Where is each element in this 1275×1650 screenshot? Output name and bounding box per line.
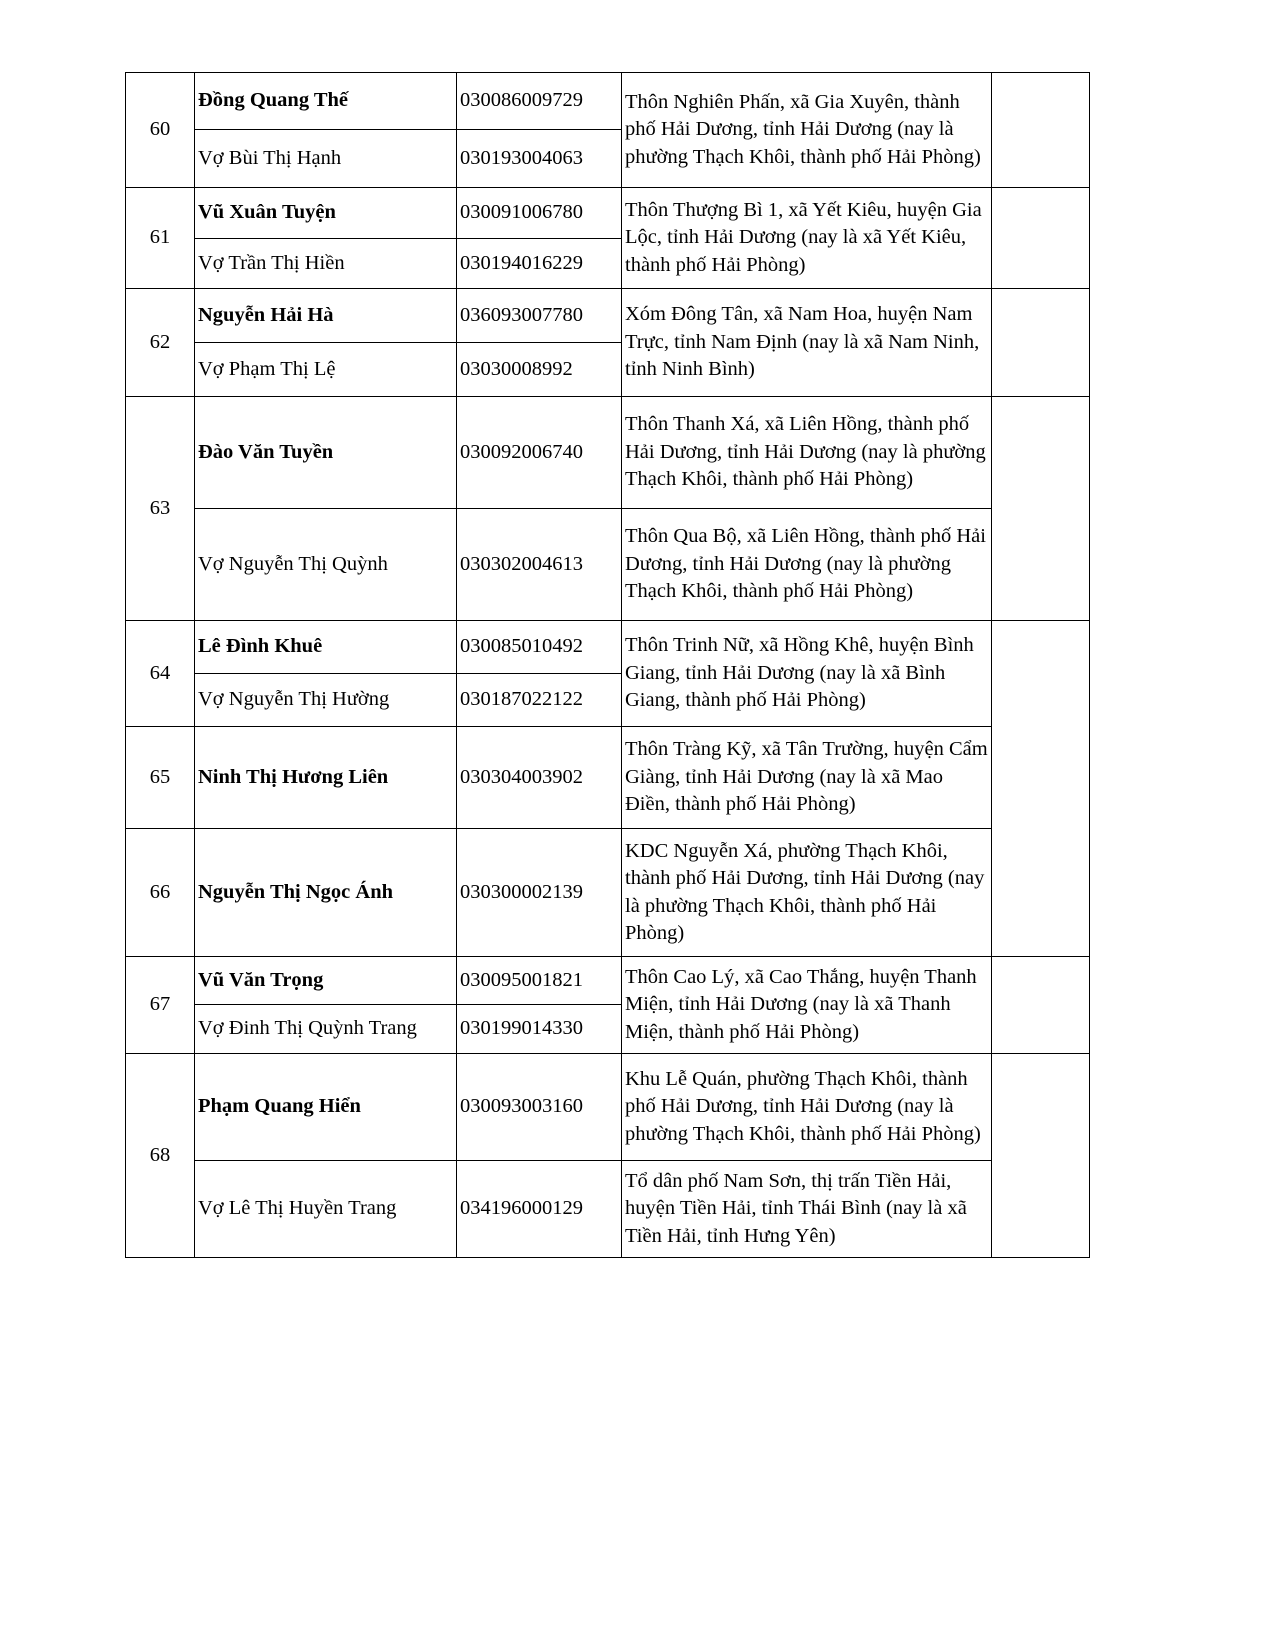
row-number-cell: 66 — [126, 829, 195, 957]
id-number-cell: 034196000129 — [457, 1161, 622, 1258]
person-name-cell: Vợ Phạm Thị Lệ — [195, 343, 457, 397]
table-row — [126, 397, 1090, 509]
note-cell — [992, 957, 1090, 1054]
note-cell — [992, 621, 1090, 957]
id-number-cell: 03030008992 — [457, 343, 622, 397]
person-name-cell: Vợ Lê Thị Huyền Trang — [195, 1161, 457, 1258]
id-number-cell: 030095001821 — [457, 957, 622, 1005]
note-cell — [992, 73, 1090, 188]
address-cell: Thôn Cao Lý, xã Cao Thắng, huyện Thanh Miện, tỉnh Hải Dương (nay là xã Thanh Miện, thành phố Hải Phòng) — [622, 957, 992, 1054]
person-name-cell: Vợ Trần Thị Hiền — [195, 239, 457, 289]
person-name-cell: Lê Đình Khuê — [195, 621, 457, 674]
id-number-cell: 030085010492 — [457, 621, 622, 674]
address-cell: Khu Lễ Quán, phường Thạch Khôi, thành phố Hải Dương, tỉnh Hải Dương (nay là phường Thạch Khôi, thành phố Hải Phòng) — [622, 1054, 992, 1161]
id-number-cell: 030302004613 — [457, 509, 622, 621]
address-cell: Thôn Thanh Xá, xã Liên Hồng, thành phố Hải Dương, tỉnh Hải Dương (nay là phường Thạch Khôi, thành phố Hải Phòng) — [622, 397, 992, 509]
person-name-cell: Nguyễn Thị Ngọc Ánh — [195, 829, 457, 957]
table-row — [126, 727, 1090, 829]
id-number-cell: 030300002139 — [457, 829, 622, 957]
row-number-cell: 65 — [126, 727, 195, 829]
person-name-cell: Ninh Thị Hương Liên — [195, 727, 457, 829]
person-name-cell: Nguyễn Hải Hà — [195, 289, 457, 343]
address-cell: Tổ dân phố Nam Sơn, thị trấn Tiền Hải, huyện Tiền Hải, tỉnh Thái Bình (nay là xã Tiền Hải, tỉnh Hưng Yên) — [622, 1161, 992, 1258]
person-name-cell: Vợ Nguyễn Thị Hường — [195, 674, 457, 727]
row-number-cell: 64 — [126, 621, 195, 727]
address-cell: Thôn Thượng Bì 1, xã Yết Kiêu, huyện Gia Lộc, tỉnh Hải Dương (nay là xã Yết Kiêu, thành phố Hải Phòng) — [622, 188, 992, 289]
row-number-cell: 62 — [126, 289, 195, 397]
table-row — [126, 188, 1090, 239]
table-row — [126, 829, 1090, 957]
person-name-cell: Vợ Nguyễn Thị Quỳnh — [195, 509, 457, 621]
table-row — [126, 509, 1090, 621]
id-number-cell: 030193004063 — [457, 130, 622, 188]
row-number-cell: 68 — [126, 1054, 195, 1258]
id-number-cell: 030304003902 — [457, 727, 622, 829]
id-number-cell: 030199014330 — [457, 1005, 622, 1054]
note-cell — [992, 397, 1090, 621]
person-name-cell: Vũ Văn Trọng — [195, 957, 457, 1005]
id-number-cell: 030086009729 — [457, 73, 622, 130]
person-name-cell: Đồng Quang Thế — [195, 73, 457, 130]
table-row — [126, 73, 1090, 130]
person-name-cell: Vợ Đinh Thị Quỳnh Trang — [195, 1005, 457, 1054]
address-cell: KDC Nguyễn Xá, phường Thạch Khôi, thành phố Hải Dương, tỉnh Hải Dương (nay là phường Thạch Khôi, thành phố Hải Phòng) — [622, 829, 992, 957]
person-name-cell: Đào Văn Tuyền — [195, 397, 457, 509]
address-cell: Thôn Nghiên Phấn, xã Gia Xuyên, thành phố Hải Dương, tỉnh Hải Dương (nay là phường Thạch Khôi, thành phố Hải Phòng) — [622, 73, 992, 188]
table-row — [126, 1054, 1090, 1161]
note-cell — [992, 1054, 1090, 1258]
household-registry-table — [125, 72, 1090, 1258]
row-number-cell: 61 — [126, 188, 195, 289]
id-number-cell: 030092006740 — [457, 397, 622, 509]
row-number-cell: 67 — [126, 957, 195, 1054]
table-row — [126, 289, 1090, 343]
table-row — [126, 621, 1090, 674]
address-cell: Thôn Tràng Kỹ, xã Tân Trường, huyện Cẩm Giàng, tỉnh Hải Dương (nay là xã Mao Điền, thành phố Hải Phòng) — [622, 727, 992, 829]
person-name-cell: Vợ Bùi Thị Hạnh — [195, 130, 457, 188]
address-cell: Thôn Trinh Nữ, xã Hồng Khê, huyện Bình Giang, tỉnh Hải Dương (nay là xã Bình Giang, thành phố Hải Phòng) — [622, 621, 992, 727]
id-number-cell: 030187022122 — [457, 674, 622, 727]
person-name-cell: Vũ Xuân Tuyện — [195, 188, 457, 239]
id-number-cell: 030093003160 — [457, 1054, 622, 1161]
id-number-cell: 030091006780 — [457, 188, 622, 239]
address-cell: Xóm Đông Tân, xã Nam Hoa, huyện Nam Trực, tỉnh Nam Định (nay là xã Nam Ninh, tỉnh Ninh Bình) — [622, 289, 992, 397]
id-number-cell: 036093007780 — [457, 289, 622, 343]
table-row — [126, 1161, 1090, 1258]
person-name-cell: Phạm Quang Hiển — [195, 1054, 457, 1161]
note-cell — [992, 188, 1090, 289]
table-row — [126, 957, 1090, 1005]
row-number-cell: 60 — [126, 73, 195, 188]
id-number-cell: 030194016229 — [457, 239, 622, 289]
row-number-cell: 63 — [126, 397, 195, 621]
note-cell — [992, 289, 1090, 397]
address-cell: Thôn Qua Bộ, xã Liên Hồng, thành phố Hải Dương, tỉnh Hải Dương (nay là phường Thạch Khôi, thành phố Hải Phòng) — [622, 509, 992, 621]
